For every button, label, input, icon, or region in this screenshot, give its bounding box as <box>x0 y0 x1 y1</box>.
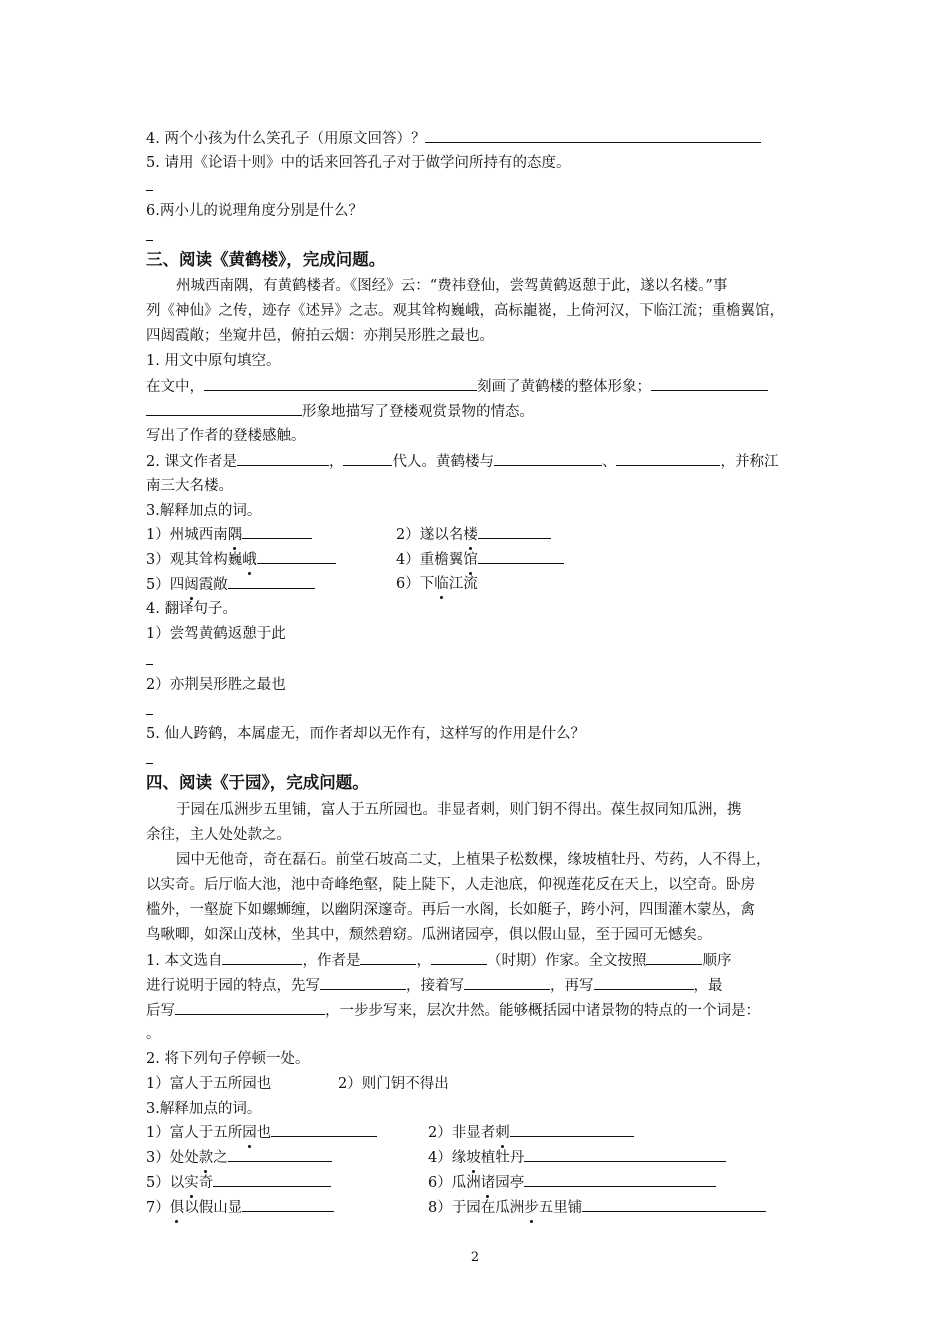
answer-blank[interactable] <box>237 451 329 466</box>
answer-blank[interactable] <box>510 1122 634 1137</box>
answer-blank[interactable] <box>320 975 406 990</box>
dotted-char: 款 <box>198 1150 214 1166</box>
answer-blank[interactable] <box>360 950 416 965</box>
answer-blank[interactable] <box>228 574 315 589</box>
dotted-char: 诸 <box>480 1175 496 1191</box>
dotted-char: 隅 <box>227 527 243 543</box>
answer-blank[interactable] <box>242 1197 334 1212</box>
sec3-word-row: 3）观其耸构巍峨 4）重檐翼馆 <box>146 549 786 570</box>
passage-line: 鸟啾唧，如深山茂林，坐其中，颓然碧窈。瓜洲诸园亭，俱以假山显，至于园可无憾矣。 <box>146 927 712 943</box>
sec3-question-1-line-c: 写出了作者的登楼感触。 <box>146 428 306 444</box>
question-6: 6.两小儿的说理角度分别是什么？ <box>146 203 363 219</box>
answer-blank[interactable] <box>228 1147 332 1162</box>
answer-blank[interactable] <box>494 451 602 466</box>
dotted-char: 坡 <box>466 1150 481 1166</box>
passage-line: 以实奇。后厅临大池，池中奇峰绝壑，陡上陡下，人走池底，仰视莲花反在天上，以空奇。卧房 <box>146 877 755 893</box>
sec4-question-1-cont: 后写 ，一步步写来，层次井然。能够概括园中诸景物的特点的一个词是： <box>146 1000 760 1021</box>
dotted-char: 实 <box>184 1175 199 1191</box>
sec3-question-3: 3.解释加点的词。 <box>146 503 262 519</box>
section-4-heading: 四、阅读《于园》，完成问题。 <box>146 773 369 792</box>
passage-line: 列《神仙》之传，迹存《述异》之志。观其耸构巍峨，高标巃嵸，上倚河汉，下临江流；重檐翼馆， <box>146 303 784 319</box>
section-3-heading: 三、阅读《黄鹤楼》，完成问题。 <box>146 250 386 269</box>
sec3-question-5: 5. 仙人跨鹤，本属虚无，而作者却以无作有，这样写的作用是什么？ <box>146 726 585 742</box>
answer-blank[interactable] <box>343 451 392 466</box>
dotted-char: 峨 <box>242 552 257 568</box>
passage-line: 园中无他奇，奇在磊石。前堂石坡高二丈，上植果子松数棵，缘坡植牡丹、芍药，人不得上， <box>176 852 771 868</box>
answer-blank[interactable] <box>464 975 550 990</box>
sec4-question-1: 1. 本文选自 ，作者是 ， （时期）作家。全文按照 顺序 <box>146 950 731 971</box>
answer-blank[interactable] <box>524 1172 716 1187</box>
answer-blank[interactable] <box>425 128 761 143</box>
sec4-word-row: 3）处处款之 4）缘坡植牡丹 <box>146 1147 806 1168</box>
answer-blank[interactable] <box>222 950 302 965</box>
dotted-char: 俱 <box>169 1200 185 1216</box>
dotted-char: 闼 <box>184 577 199 593</box>
answer-blank[interactable] <box>646 950 702 965</box>
sec3-word-row: 5）四闼霞敞 6）下临江流 <box>146 576 478 593</box>
answer-blank[interactable] <box>271 1122 377 1137</box>
sec4-question-2: 2. 将下列句子停顿一处。 <box>146 1051 310 1067</box>
answer-blank[interactable] <box>651 376 768 391</box>
answer-blank[interactable] <box>257 549 336 564</box>
sec3-question-2: 2. 课文作者是 ， 代人。黄鹤楼与 、 ，并称江 <box>146 451 778 472</box>
sec4-word-row: 7）俱以假山显 8）于园在瓜洲步五里铺 <box>146 1197 806 1218</box>
translate-item: 2）亦荆吴形胜之最也 <box>146 677 286 693</box>
question-4 <box>146 128 761 149</box>
passage-line: 于园在瓜洲步五里铺，富人于五所园也。非显者刺，则门钥不得出。葆生叔同知瓜洲，携 <box>176 802 742 818</box>
translate-item: 1）尝驾黄鹤返憩于此 <box>146 626 286 642</box>
answer-blank[interactable] <box>204 376 477 391</box>
answer-blank[interactable] <box>478 549 564 564</box>
sec4-word-row: 5）以实奇 6）瓜洲诸园亭 <box>146 1172 806 1193</box>
question-5: 5. 请用《论语十则》中的话来回答孔子对于做学问所持有的态度。 <box>146 155 571 171</box>
sec3-question-2-cont: 南三大名楼。 <box>146 478 233 494</box>
dotted-char: 刺 <box>495 1125 510 1141</box>
sec4-pause-row: 1）富人于五所园也 2）则门钥不得出 <box>146 1076 449 1092</box>
passage-line: 余往，主人处处款之。 <box>146 827 291 843</box>
sec4-question-1-cont: 进行说明于园的特点，先写 ，接着写 ，再写 ，最 <box>146 975 723 996</box>
answer-mark[interactable] <box>146 190 153 191</box>
sec4-question-3: 3.解释加点的词。 <box>146 1101 262 1117</box>
dotted-char: 临 <box>434 576 449 592</box>
sec3-question-4: 4. 翻译句子。 <box>146 601 237 617</box>
answer-blank[interactable] <box>594 975 694 990</box>
answer-blank[interactable] <box>175 1000 325 1015</box>
dotted-char: 园 <box>242 1125 257 1141</box>
answer-blank[interactable] <box>213 1172 331 1187</box>
answer-mark[interactable] <box>146 240 153 241</box>
dotted-char: 馆 <box>463 552 478 568</box>
dotted-char: 步 <box>524 1200 539 1216</box>
answer-blank[interactable] <box>431 950 487 965</box>
answer-mark[interactable] <box>146 763 153 764</box>
answer-blank[interactable] <box>478 524 551 539</box>
answer-mark[interactable] <box>146 714 153 715</box>
sec3-question-1: 1. 用文中原句填空。 <box>146 353 281 369</box>
answer-blank[interactable] <box>146 401 302 416</box>
sec3-question-1-line-b: 形象地描写了登楼观赏景物的情态。 <box>146 401 534 422</box>
passage-line: 州城西南隅，有黄鹤楼者。《图经》云：“费祎登仙，尝驾黄鹤返憩于此，遂以名楼。”事 <box>176 278 728 294</box>
answer-blank[interactable] <box>616 451 720 466</box>
page-number: 2 <box>470 1250 480 1265</box>
passage-line: 四闼霞敞；坐窥井邑，俯拍云烟：亦荆吴形胜之最也。 <box>146 328 494 344</box>
question-text: 4. 两个小孩为什么笑孔子（用原文回答）？ <box>146 131 426 147</box>
sec3-question-1-line-a: 在文中， 刻画了黄鹤楼的整体形象； <box>146 376 768 397</box>
dotted-char: 楼 <box>463 527 478 543</box>
answer-blank[interactable] <box>524 1147 726 1162</box>
answer-blank[interactable] <box>582 1197 766 1212</box>
sec4-word-row: 1）富人于五所园也 2）非显者刺 <box>146 1122 806 1143</box>
answer-mark[interactable] <box>146 664 153 665</box>
answer-blank[interactable] <box>242 524 312 539</box>
passage-line: 槛外，一壑旋下如螺蛳缠，以幽阴深邃奇。再后一水阁，长如艇子，跨小河，四围灌木蒙丛，禽 <box>146 902 755 918</box>
sec4-question-1-end: 。 <box>146 1026 161 1042</box>
sec3-word-row: 1）州城西南隅 2）遂以名楼 <box>146 524 786 545</box>
